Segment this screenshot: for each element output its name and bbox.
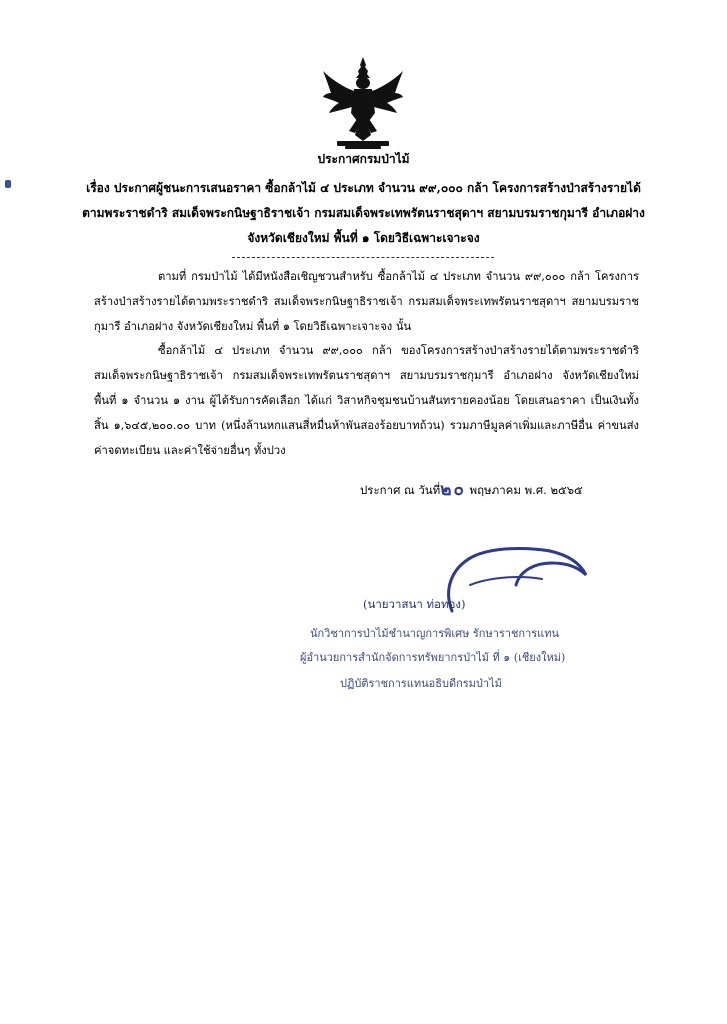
handwritten-day: ๒๐ [440,480,466,500]
subject-block [60,176,667,251]
signer-title-stamp: นักวิชาการป่าไม้ชำนาญการพิเศษ รักษาราชการแทน [310,627,560,640]
signer-name: (นายวาสนา ท่อทอง) [363,597,466,611]
subject-line: เรื่อง ประกาศผู้ชนะการเสนอราคา ซื้อกล้าไม้ ๔ ประเภท จำนวน ๙๙,๐๐๐ กล้า โครงการสร้างป่าสร้างรายได้ [86,181,641,195]
body-paragraph-award: ซื้อกล้าไม้ ๔ ประเภท จำนวน ๙๙,๐๐๐ กล้า ของโครงการสร้างป่าสร้างรายได้ตามพระราชดำริ สมเด็จพระกนิษฐาธิราชเจ้า กรมสมเด็จพระเทพรัตนราชสุดาฯ สยามบรมราชกุมารี อำเภอฝาง จังหวัดเชียงใหม่ พื้นที่ ๑ จำนวน ๑ งาน ผู้ได้รับการคัดเลือก ได้แก่ วิสาหกิจชุมชนบ้านสันทรายคองน้อย โดยเสนอราคา เป็นเงินทั้งสิ้น ๑,๖๔๕,๒๐๐.๐๐ บาท (หนึ่งล้านหกแสนสี่หมื่นห้าพันสองร้อยบาทถ้วน) รวมภาษีมูลค่าเพิ่มและภาษีอื่น ค่าขนส่ง ค่าจดทะเบียน และค่าใช้จ่ายอื่นๆ ทั้งปวง [94,344,639,457]
signer-title-stamp: ปฏิบัติราชการแทนอธิบดีกรมป่าไม้ [340,677,502,690]
garuda-emblem-icon [321,57,405,149]
announcement-date [360,476,583,503]
announcement-heading: ประกาศกรมป่าไม้ [317,152,410,166]
subject-line: จังหวัดเชียงใหม่ พื้นที่ ๑ โดยวิธีเฉพาะเจาะจง [247,231,480,245]
margin-ink-mark [5,180,11,188]
subject-line: ตามพระราชดำริ สมเด็จพระกนิษฐาธิราชเจ้า กรมสมเด็จพระเทพรัตนราชสุดาฯ สยามบรมราชกุมารี อำเภอฝาง [82,206,645,220]
date-month-year: พฤษภาคม พ.ศ. ๒๕๖๕ [469,483,583,497]
date-prefix: ประกาศ ณ วันที่ [360,483,441,497]
body-paragraph-invitation: ตามที่ กรมป่าไม้ ได้มีหนังสือเชิญชวนสำหรับ ซื้อกล้าไม้ ๔ ประเภท จำนวน ๙๙,๐๐๐ กล้า โครงการสร้างป่าสร้างรายได้ตามพระราชดำริ สมเด็จพระกนิษฐาธิราชเจ้า กรมสมเด็จพระเทพรัตนราชสุดาฯ สยามบรมราชกุมารี อำเภอฝาง จังหวัดเชียงใหม่ พื้นที่ ๑ โดยวิธีเฉพาะเจาะจง นั้น [94,270,639,333]
dashed-divider [232,257,494,258]
signer-title-stamp: ผู้อำนวยการสำนักจัดการทรัพยากรป่าไม้ ที่ ๑ (เชียงใหม่) [300,651,566,664]
